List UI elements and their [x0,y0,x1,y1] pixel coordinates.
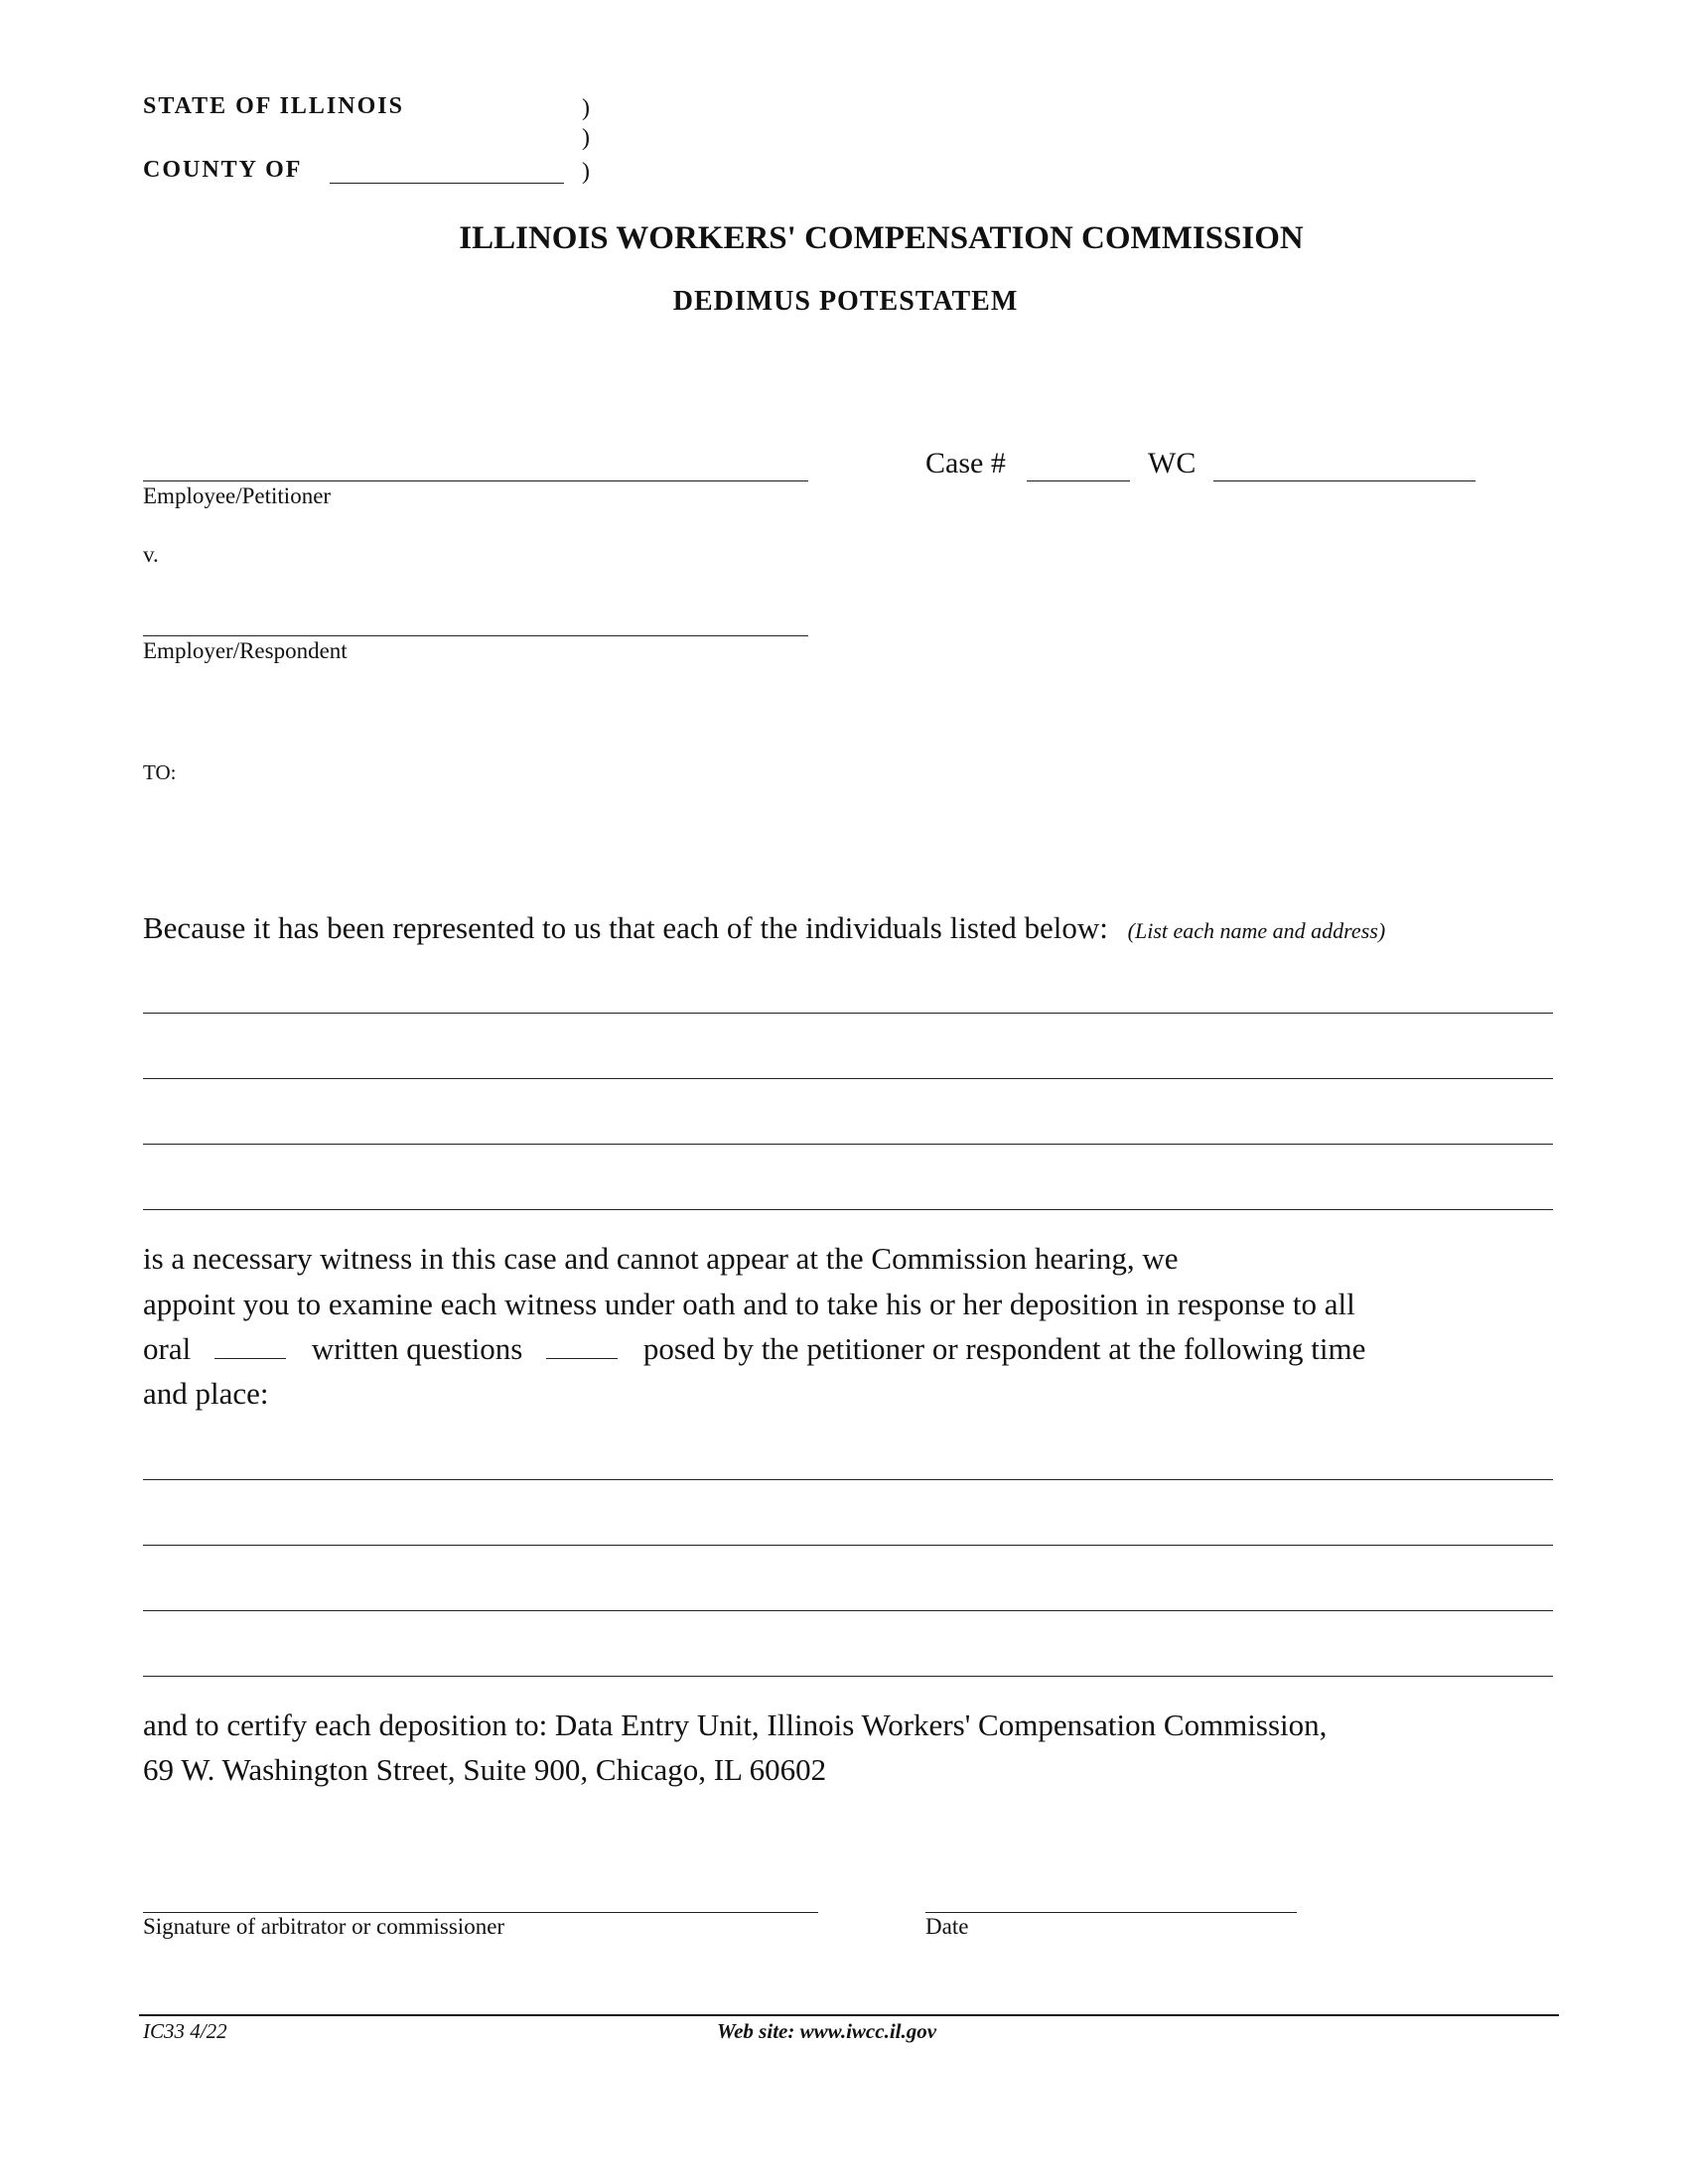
employee-input[interactable] [143,453,808,481]
employer-label: Employer/Respondent [143,638,348,663]
place-line-3[interactable] [143,1582,1553,1611]
witness-line-2[interactable] [143,1050,1553,1079]
paren-3: ) [582,159,590,185]
date-label: Date [925,1914,969,1939]
place-line-1[interactable] [143,1451,1553,1480]
paren-2: ) [582,125,590,151]
state-label: STATE OF ILLINOIS [143,93,404,119]
certify-line-2: 69 W. Washington Street, Suite 900, Chicago, IL 60602 [143,1752,827,1787]
footer-divider [139,2014,1559,2016]
certify-line-1: and to certify each deposition to: Data Entry Unit, Illinois Workers' Compensation Commission, [143,1707,1328,1742]
county-input[interactable] [330,155,564,184]
witness-line-1[interactable] [143,985,1553,1014]
intro-note: (List each name and address) [1127,918,1386,943]
page-subtitle: DEDIMUS POTESTATEM [672,286,1019,317]
place-line-4[interactable] [143,1648,1553,1677]
oral-blank[interactable] [214,1357,286,1359]
appointment-line-3 [143,1331,1365,1367]
wc-number-input[interactable] [1213,453,1476,481]
website-text: Web site: www.iwcc.il.gov [717,2019,937,2043]
appointment-line-2: appoint you to examine each witness under oath and to take his or her deposition in response to all [143,1287,1355,1321]
intro-text: Because it has been represented to us that each of the individuals listed below: [143,910,1108,945]
intro-paragraph [143,910,1385,946]
oral-label: oral [143,1331,192,1366]
date-input[interactable] [925,1884,1297,1913]
posed-text: posed by the petitioner or respondent at the following time [642,1331,1366,1366]
signature-label: Signature of arbitrator or commissioner [143,1914,505,1939]
written-blank[interactable] [546,1357,618,1359]
witness-line-3[interactable] [143,1116,1553,1145]
to-label: TO: [143,760,177,784]
county-label: COUNTY OF [143,157,303,183]
wc-label: WC [1148,447,1197,479]
appointment-line-1: is a necessary witness in this case and cannot appear at the Commission hearing, we [143,1241,1179,1276]
employee-label: Employee/Petitioner [143,483,332,508]
case-label: Case # [925,447,1006,479]
appointment-line-4: and place: [143,1376,269,1411]
paren-1: ) [582,95,590,121]
signature-input[interactable] [143,1884,818,1913]
place-line-2[interactable] [143,1517,1553,1546]
employer-input[interactable] [143,608,808,636]
page-title: ILLINOIS WORKERS' COMPENSATION COMMISSION [459,220,1304,256]
versus-label: v. [143,542,159,567]
case-number-input[interactable] [1027,453,1130,481]
form-id: IC33 4/22 [143,2019,227,2043]
written-label: written questions [311,1331,523,1366]
witness-line-4[interactable] [143,1181,1553,1210]
